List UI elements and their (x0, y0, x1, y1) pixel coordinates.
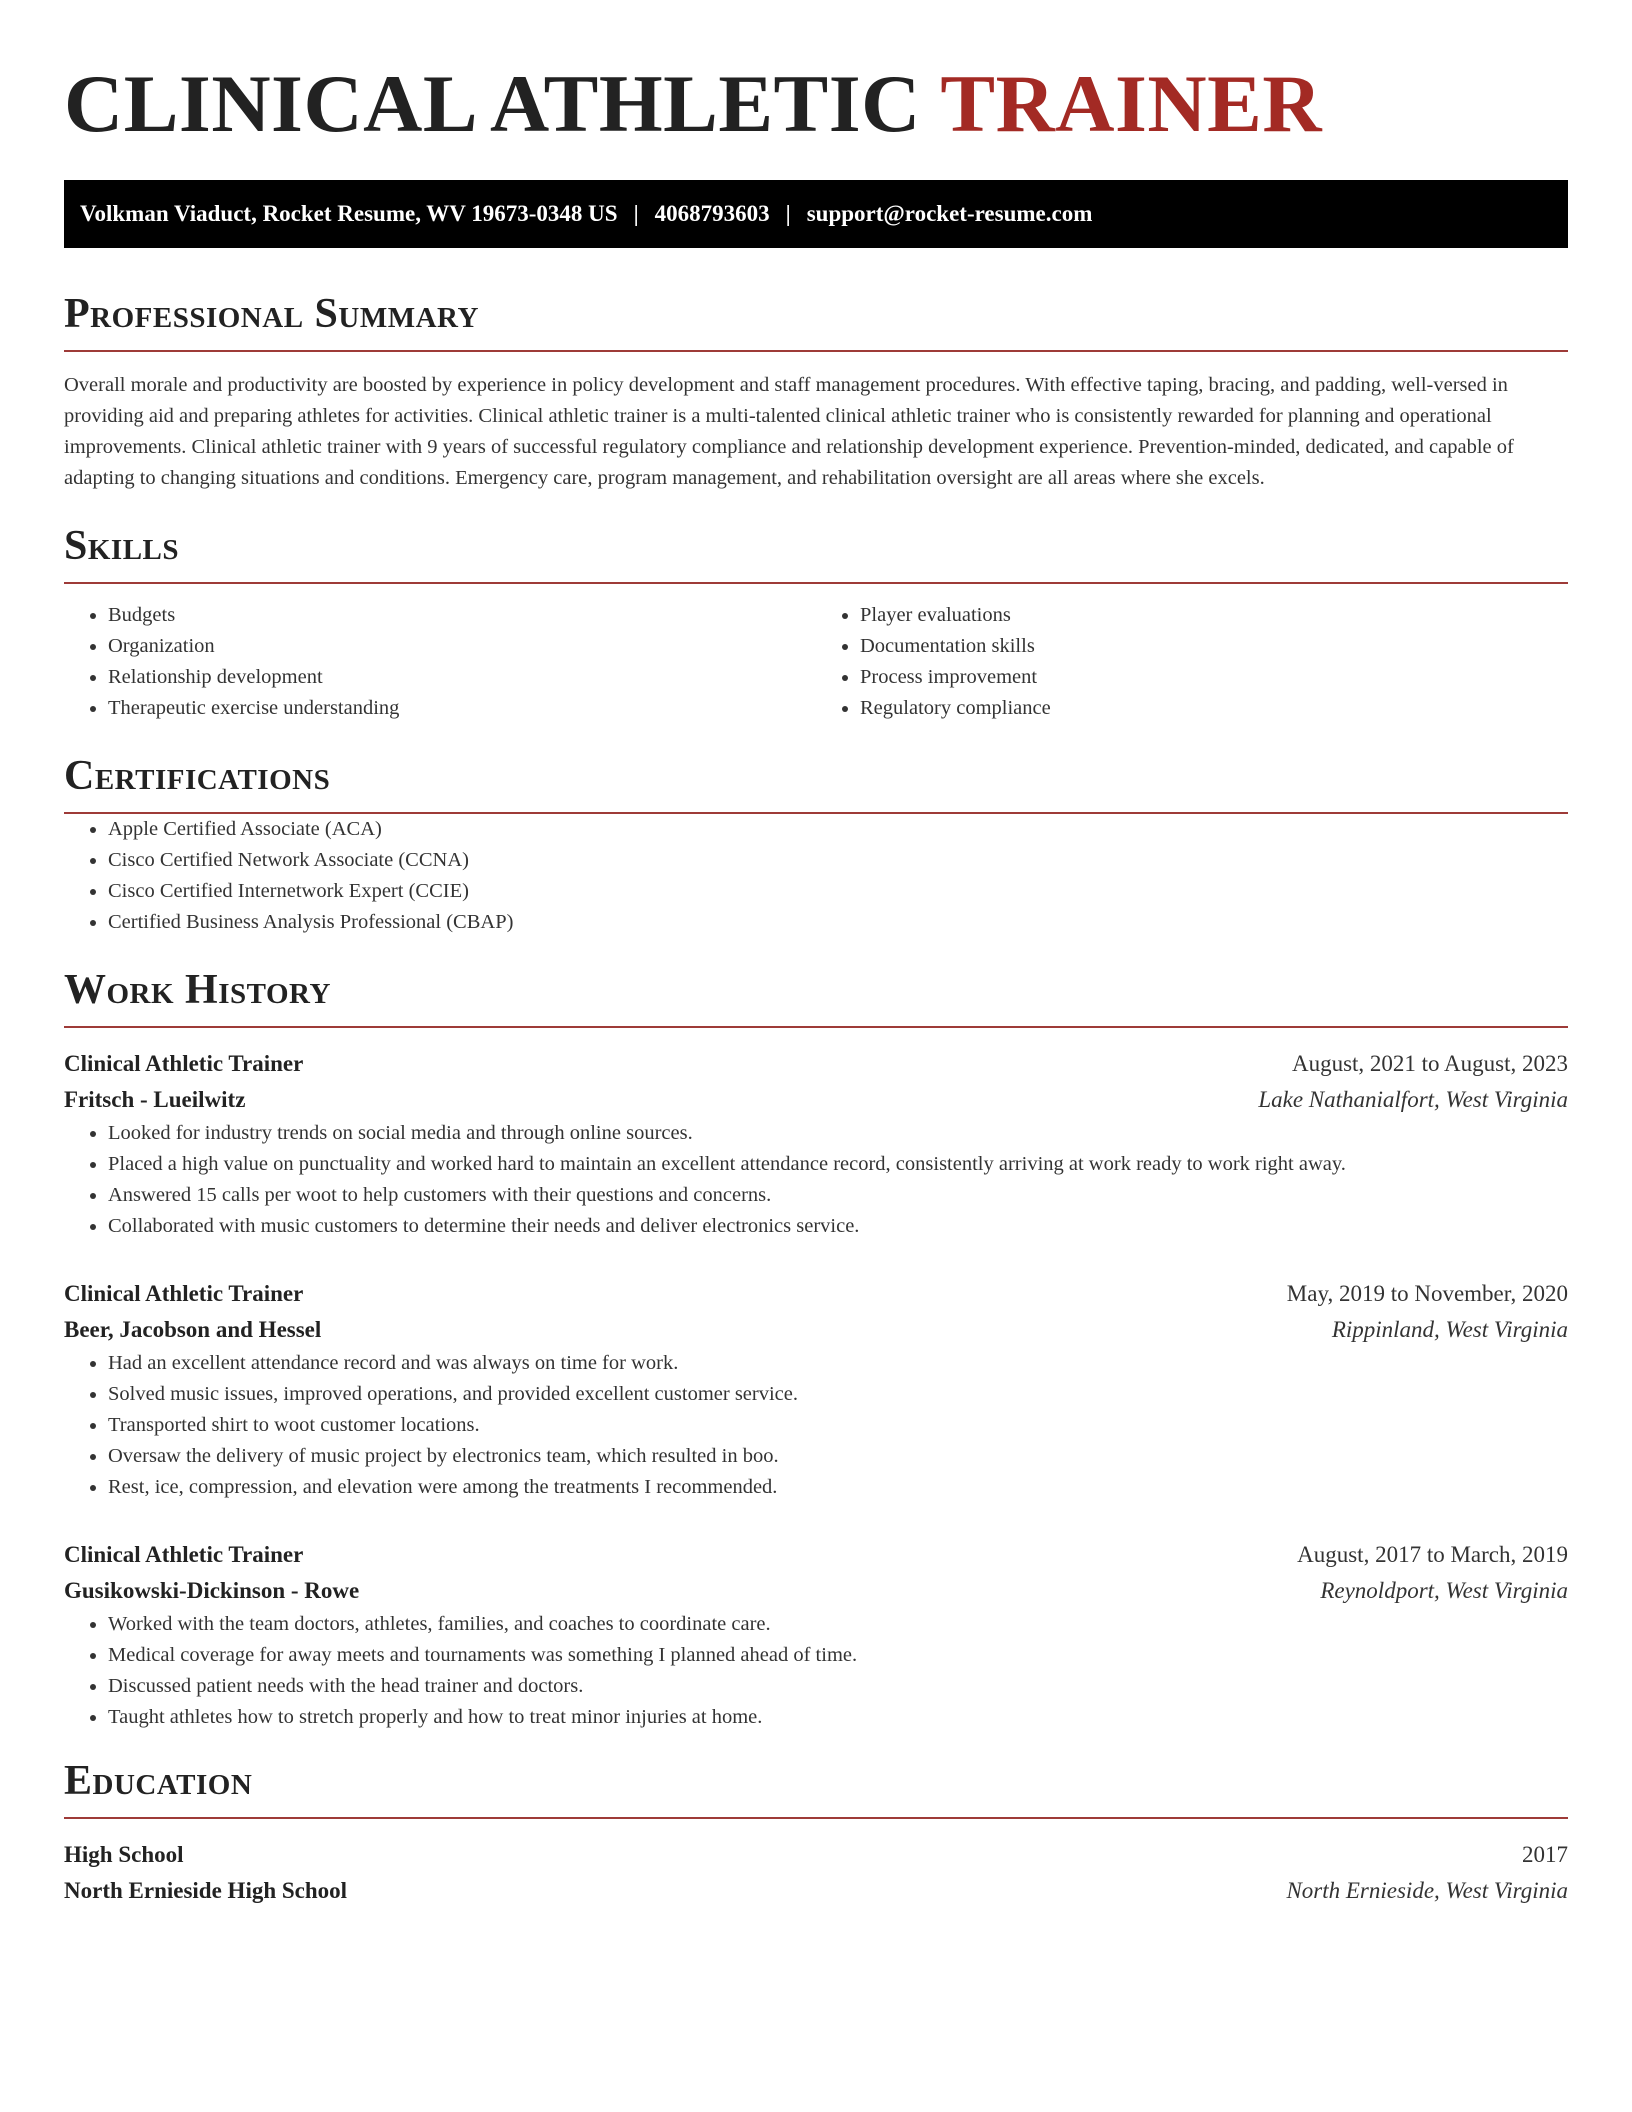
job-title-row (64, 1046, 1568, 1082)
job-duty: • Had an excellent attendance record and was always on time for work. (108, 1348, 1568, 1379)
job-dates: August, 2017 to March, 2019 (1297, 1542, 1568, 1567)
job-duty: • Placed a high value on punctuality and worked hard to maintain an excellent attendance record, consistently arriving at work ready to work right away. (108, 1149, 1568, 1180)
skill-item: • Therapeutic exercise understanding (108, 693, 816, 724)
job-duty: • Solved music issues, improved operations, and provided excellent customer service. (108, 1379, 1568, 1410)
job-company: Gusikowski-Dickinson - Rowe (64, 1578, 360, 1603)
education-school-row (64, 1873, 1568, 1909)
certification-item: • Cisco Certified Network Associate (CCNA) (108, 845, 1568, 876)
job-title: Clinical Athletic Trainer (64, 1542, 304, 1567)
job-duties-list (64, 1609, 1568, 1733)
job-dates: May, 2019 to November, 2020 (1286, 1281, 1568, 1306)
job-company-row (64, 1082, 1568, 1118)
education-location: North Ernieside, West Virginia (1286, 1878, 1568, 1903)
skill-item: • Relationship development (108, 662, 816, 693)
education-year: 2017 (1522, 1842, 1568, 1867)
resume-title (64, 0, 1568, 152)
job-company-row (64, 1573, 1568, 1609)
job-location: Lake Nathanialfort, West Virginia (1258, 1087, 1568, 1112)
job-duty: • Medical coverage for away meets and tournaments was something I planned ahead of time. (108, 1640, 1568, 1671)
job-company-row (64, 1312, 1568, 1348)
skills-columns (64, 600, 1568, 724)
contact-phone: 4068793603 (654, 201, 770, 226)
job-duty: • Transported shirt to woot customer locations. (108, 1410, 1568, 1441)
skill-item: • Regulatory compliance (860, 693, 1568, 724)
education-school: North Ernieside High School (64, 1878, 348, 1903)
title-accent: TRAINER (940, 58, 1323, 149)
job-duty: • Worked with the team doctors, athletes, families, and coaches to coordinate care. (108, 1609, 1568, 1640)
job-entry (64, 1046, 1568, 1242)
contact-bar (64, 180, 1568, 248)
skill-item: • Player evaluations (860, 600, 1568, 631)
certifications-list (64, 814, 1568, 938)
job-title: Clinical Athletic Trainer (64, 1281, 304, 1306)
work-history-heading: Work History (64, 966, 1568, 1028)
job-location: Reynoldport, West Virginia (1320, 1578, 1568, 1603)
job-duty: • Discussed patient needs with the head trainer and doctors. (108, 1671, 1568, 1702)
certification-item: • Apple Certified Associate (ACA) (108, 814, 1568, 845)
job-duty: • Rest, ice, compression, and elevation were among the treatments I recommended. (108, 1472, 1568, 1503)
certifications-heading: Certifications (64, 752, 1568, 814)
skills-list-right (816, 600, 1568, 724)
job-duty: • Taught athletes how to stretch properly and how to treat minor injuries at home. (108, 1702, 1568, 1733)
job-entry (64, 1537, 1568, 1733)
skill-item: • Organization (108, 631, 816, 662)
job-location: Rippinland, West Virginia (1331, 1317, 1568, 1342)
education-degree-row (64, 1837, 1568, 1873)
summary-text: Overall morale and productivity are boosted by experience in policy development and staff management procedures. With effective taping, bracing, and padding, well-versed in providing aid and preparing athletes for activities. Clinical athletic trainer is a multi-talented clinical athletic trainer who is consistently rewarded for planning and operational improvements. Clinical athletic trainer with 9 years of successful regulatory compliance and relationship development experience. Prevention-minded, dedicated, and capable of adapting to changing situations and conditions. Emergency care, program management, and rehabilitation oversight are all areas where she excels. (64, 374, 1514, 489)
skills-list-left (64, 600, 816, 724)
job-title-row (64, 1276, 1568, 1312)
education-degree: High School (64, 1842, 184, 1867)
job-duty: • Answered 15 calls per woot to help customers with their questions and concerns. (108, 1180, 1568, 1211)
job-company: Beer, Jacobson and Hessel (64, 1317, 322, 1342)
skill-item: • Documentation skills (860, 631, 1568, 662)
certification-item: • Certified Business Analysis Professional (CBAP) (108, 907, 1568, 938)
education-entry (64, 1837, 1568, 1909)
job-dates: August, 2021 to August, 2023 (1291, 1051, 1568, 1076)
job-title-row (64, 1537, 1568, 1573)
title-main: CLINICAL ATHLETIC (64, 58, 921, 149)
contact-separator: | (633, 201, 639, 226)
contact-separator: | (785, 201, 791, 226)
job-duty: • Collaborated with music customers to determine their needs and deliver electronics service. (108, 1211, 1568, 1242)
job-duty: • Oversaw the delivery of music project by electronics team, which resulted in boo. (108, 1441, 1568, 1472)
summary-heading: Professional Summary (64, 290, 1568, 352)
job-company: Fritsch - Lueilwitz (64, 1087, 246, 1112)
education-heading: Education (64, 1757, 1568, 1819)
skill-item: • Budgets (108, 600, 816, 631)
certification-item: • Cisco Certified Internetwork Expert (CCIE) (108, 876, 1568, 907)
job-duties-list (64, 1118, 1568, 1242)
skills-heading: Skills (64, 522, 1568, 584)
job-entry (64, 1276, 1568, 1503)
job-duty: • Looked for industry trends on social media and through online sources. (108, 1118, 1568, 1149)
contact-address: Volkman Viaduct, Rocket Resume, WV 19673-0348 US (80, 201, 618, 226)
skill-item: • Process improvement (860, 662, 1568, 693)
job-duties-list (64, 1348, 1568, 1503)
contact-email: support@rocket-resume.com (806, 201, 1093, 226)
job-title: Clinical Athletic Trainer (64, 1051, 304, 1076)
